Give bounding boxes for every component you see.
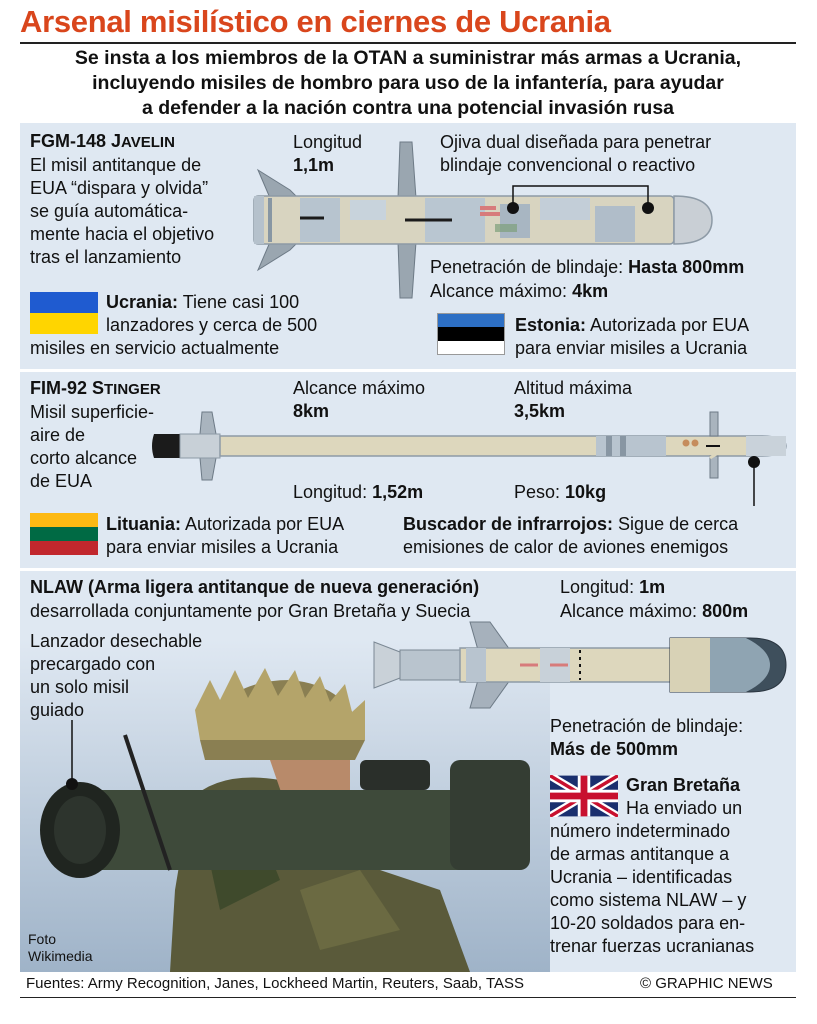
stinger-range: Alcance máximo 8km: [293, 378, 426, 421]
page-title: Arsenal misilístico en ciernes de Ucrania: [20, 4, 611, 39]
javelin-penetration: Penetración de blindaje: Hasta 800mm: [430, 257, 745, 277]
nlaw-description: desarrollada conjuntamente por Gran Bretaña y Suecia: [30, 601, 471, 621]
seeker-note: Buscador de infrarrojos: Sigue de cerca emisiones de calor de aviones enemigos: [403, 514, 739, 557]
estonia-flag-icon: [437, 313, 505, 355]
stinger-weight: Peso: 10kg: [514, 482, 607, 502]
nlaw-length: Longitud: 1m: [560, 577, 666, 597]
nlaw-penetration: Penetración de blindaje: Más de 500mm: [550, 716, 744, 759]
stinger-name: FIM-92 STINGER: [30, 378, 161, 398]
nlaw-missile-illustration: [370, 620, 790, 710]
uk-country: Gran Bretaña: [626, 775, 741, 795]
sources: Fuentes: Army Recognition, Janes, Lockheed Martin, Reuters, Saab, TASS: [26, 975, 525, 992]
javelin-description: El misil antitanque de EUA “dispara y olvida” se guía automática- mente hacia el objetivo tras el lanzamiento: [30, 155, 215, 267]
lithuania-note: Lituania: Autorizada por EUA para enviar misiles a Ucrania: [106, 514, 345, 557]
launcher-note: Lanzador desechable precargado con un solo misil guiado: [30, 631, 203, 720]
uk-flag-icon: [550, 775, 618, 817]
stinger-length: Longitud: 1,52m: [293, 482, 424, 502]
title-divider: [20, 42, 796, 44]
photo-credit: Foto Wikimedia: [28, 931, 93, 964]
subtitle-line: a defender a la nación contra una potencial invasión rusa: [141, 97, 675, 119]
estonia-note: Estonia: Autorizada por EUA para enviar misiles a Ucrania: [515, 315, 750, 358]
bottom-divider: [20, 997, 796, 998]
lithuania-flag-icon: [30, 513, 98, 555]
javelin-range: Alcance máximo: 4km: [430, 281, 609, 301]
ukraine-flag-icon: [30, 292, 98, 334]
nlaw-name: NLAW (Arma ligera antitanque de nueva generación): [30, 577, 480, 597]
subtitle: [20, 46, 796, 121]
javelin-name: FGM-148 JAVELIN: [30, 131, 175, 151]
stinger-description: Misil superficie- aire de corto alcance de EUA: [30, 402, 155, 491]
ukraine-note: Ucrania: Tiene casi 100 lanzadores y cerca de 500: [106, 292, 318, 335]
stinger-missile-illustration: [150, 408, 790, 508]
javelin-warhead-note: Ojiva dual diseñada para penetrar blindaje convencional o reactivo: [440, 132, 712, 175]
subtitle-line: incluyendo misiles de hombro para uso de la infantería, para ayudar: [92, 72, 724, 94]
subtitle-line: Se insta a los miembros de la OTAN a suministrar más armas a Ucrania,: [74, 47, 742, 69]
stinger-altitude: Altitud máxima 3,5km: [514, 378, 633, 421]
nlaw-range: Alcance máximo: 800m: [560, 601, 749, 621]
graphic-credit: © GRAPHIC NEWS: [640, 975, 773, 992]
uk-note: número indeterminado de armas antitanque a Ucrania – identificadas como sistema NLAW – y 10-20 soldados para en- trenar fuerzas ucranianas: [550, 821, 755, 956]
ukraine-note-last-line: misiles en servicio actualmente: [30, 338, 280, 358]
javelin-length: Longitud 1,1m: [293, 132, 363, 175]
uk-note-first-line: Ha enviado un: [626, 798, 743, 818]
